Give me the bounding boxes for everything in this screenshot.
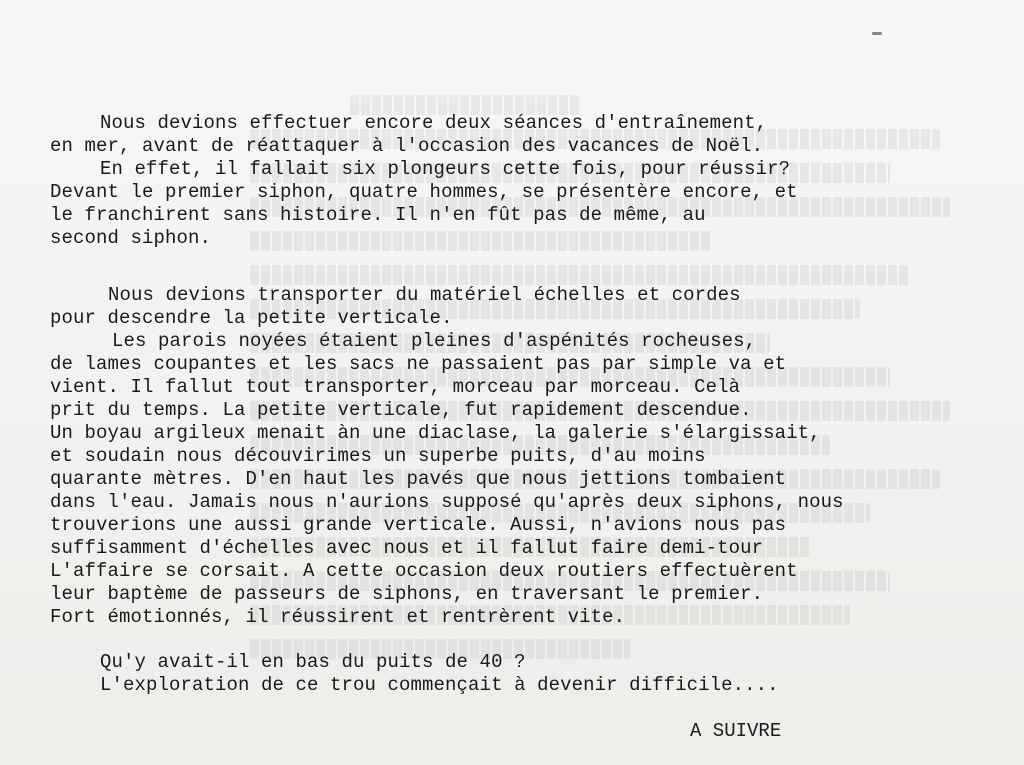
text-line: et soudain nous découvirimes un superbe puits, d'au moins	[50, 445, 706, 467]
paragraph-1	[50, 112, 1000, 250]
text-line: Un boyau argileux menait àn une diaclase, la galerie s'élargissait,	[50, 422, 821, 444]
text-line: le franchirent sans histoire. Il n'en fût pas de même, au	[50, 204, 706, 226]
ink-mark	[872, 32, 882, 35]
text-line: Nous devions effectuer encore deux séances d'entraînement,	[100, 112, 768, 134]
text-line: trouverions une aussi grande verticale. Aussi, n'avions nous pas	[50, 514, 787, 536]
continued-label: A SUIVRE	[690, 720, 782, 742]
text-line: leur baptème de passeurs de siphons, en traversant le premier.	[50, 583, 764, 605]
closing-paragraph	[50, 651, 1000, 697]
document-body	[50, 112, 1000, 697]
text-line: second siphon.	[50, 227, 212, 249]
text-line: suffisamment d'échelles avec nous et il fallut faire demi-tour	[50, 537, 764, 559]
text-line: pour descendre la petite verticale.	[50, 307, 453, 329]
text-line: L'exploration de ce trou commençait à devenir difficile....	[100, 674, 779, 696]
text-line: Les parois noyées étaient pleines d'aspénités rocheuses,	[112, 330, 757, 352]
text-line: prit du temps. La petite verticale, fut rapidement descendue.	[50, 399, 752, 421]
text-line: L'affaire se corsait. A cette occasion deux routiers effectuèrent	[50, 560, 798, 582]
text-line: Qu'y avait-il en bas du puits de 40 ?	[100, 651, 526, 673]
text-line: quarante mètres. D'en haut les pavés que nous jettions tombaient	[50, 468, 787, 490]
text-line: vient. Il fallut tout transporter, morceau par morceau. Celà	[50, 376, 741, 398]
text-line: dans l'eau. Jamais nous n'aurions supposé qu'après deux siphons, nous	[50, 491, 844, 513]
text-line: Devant le premier siphon, quatre hommes, se présentère encore, et	[50, 181, 798, 203]
paragraph-2	[50, 284, 1000, 629]
text-line: Nous devions transporter du matériel échelles et cordes	[108, 284, 741, 306]
text-line: de lames coupantes et les sacs ne passaient pas par simple va et	[50, 353, 787, 375]
text-line: Fort émotionnés, il réussirent et rentrèrent vite.	[50, 606, 626, 628]
text-line: en mer, avant de réattaquer à l'occasion des vacances de Noël.	[50, 135, 764, 157]
text-line: En effet, il fallait six plongeurs cette fois, pour réussir?	[100, 158, 791, 180]
